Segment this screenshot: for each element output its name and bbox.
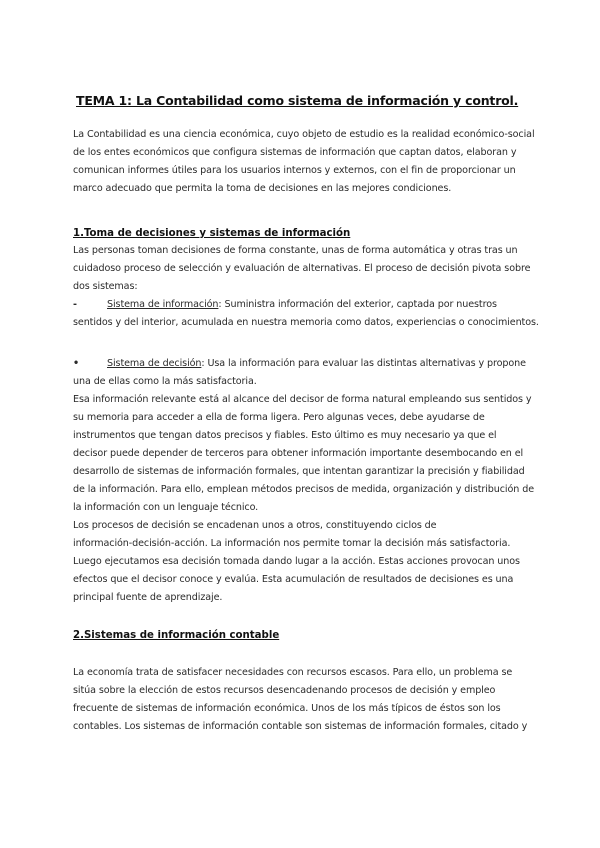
bullet-marker: • (73, 358, 80, 369)
bullet-text: : Usa la información para evaluar las distintas alternativas y propone (201, 358, 526, 369)
bullet-sistema-decision (73, 355, 535, 391)
bullet-term: Sistema de decisión (107, 358, 202, 369)
paragraph-line: cuidadoso proceso de selección y evaluación de alternativas. El proceso de decisión pivota sobre (73, 263, 531, 274)
bullet-text: : Suministra información del exterior, captada por nuestros (218, 299, 497, 310)
bullet-term: Sistema de información (107, 299, 219, 310)
page-title: TEMA 1: La Contabilidad como sistema de información y control. (76, 93, 519, 108)
bullet-marker: - (73, 299, 77, 310)
paragraph-line: la información con un lenguaje técnico. (73, 502, 259, 513)
section-1-paragraph-1 (73, 242, 535, 296)
intro-line: de los entes económicos que configura sistemas de información que captan datos, elaboran y (73, 147, 517, 158)
paragraph-line: desarrollo de sistemas de información formales, que intentan garantizar la precisión y fiabilidad (73, 466, 525, 477)
paragraph-line: su memoria para acceder a ella de forma ligera. Pero algunas veces, debe ayudarse de (73, 412, 485, 423)
paragraph-line: contables. Los sistemas de información contable son sistemas de información formales, citado y (73, 721, 528, 732)
paragraph-line: sitúa sobre la elección de estos recursos desencadenando procesos de decisión y empleo (73, 685, 496, 696)
section-1-paragraph-2 (73, 391, 535, 607)
intro-line: marco adecuado que permita la toma de decisiones en las mejores condiciones. (73, 183, 452, 194)
paragraph-line: frecuente de sistemas de información económica. Unos de los más típicos de éstos son los (73, 703, 501, 714)
paragraph-line: efectos que el decisor conoce y evalúa. Esta acumulación de resultados de decisiones es una (73, 574, 514, 585)
intro-line: comunican informes útiles para los usuarios internos y externos, con el fin de proporcionar un (73, 165, 516, 176)
paragraph-line: decisor puede depender de terceros para obtener información importante desembocando en el (73, 448, 524, 459)
paragraph-line: dos sistemas: (73, 281, 138, 292)
paragraph-line: Luego ejecutamos esa decisión tomada dando lugar a la acción. Estas acciones provocan unos (73, 556, 520, 567)
paragraph-line: principal fuente de aprendizaje. (73, 592, 223, 603)
paragraph-line: Esa información relevante está al alcance del decisor de forma natural empleando sus sentidos y (73, 394, 532, 405)
intro-line: La Contabilidad es una ciencia económica, cuyo objeto de estudio es la realidad económico-social (73, 129, 535, 140)
bullet-continuation: sentidos y del interior, acumulada en nuestra memoria como datos, experiencias o conocimientos. (73, 317, 539, 328)
paragraph-line: La economía trata de satisfacer necesidades con recursos escasos. Para ello, un problema se (73, 667, 513, 678)
section-2-paragraph-1 (73, 664, 535, 736)
intro-paragraph (73, 126, 535, 198)
paragraph-line: información-decisión-acción. La información nos permite tomar la decisión más satisfactoria. (73, 538, 511, 549)
section-1-heading: 1.Toma de decisiones y sistemas de información (73, 228, 351, 239)
paragraph-line: Los procesos de decisión se encadenan unos a otros, constituyendo ciclos de (73, 520, 437, 531)
bullet-sistema-informacion (73, 296, 539, 332)
bullet-continuation: una de ellas como la más satisfactoria. (73, 376, 257, 387)
paragraph-line: de la información. Para ello, emplean métodos precisos de medida, organización y distribución de (73, 484, 534, 495)
paragraph-line: instrumentos que tengan datos precisos y fiables. Esto último es muy necesario ya que el (73, 430, 497, 441)
section-2-heading: 2.Sistemas de información contable (73, 630, 280, 641)
paragraph-line: Las personas toman decisiones de forma constante, unas de forma automática y otras tras un (73, 245, 518, 256)
